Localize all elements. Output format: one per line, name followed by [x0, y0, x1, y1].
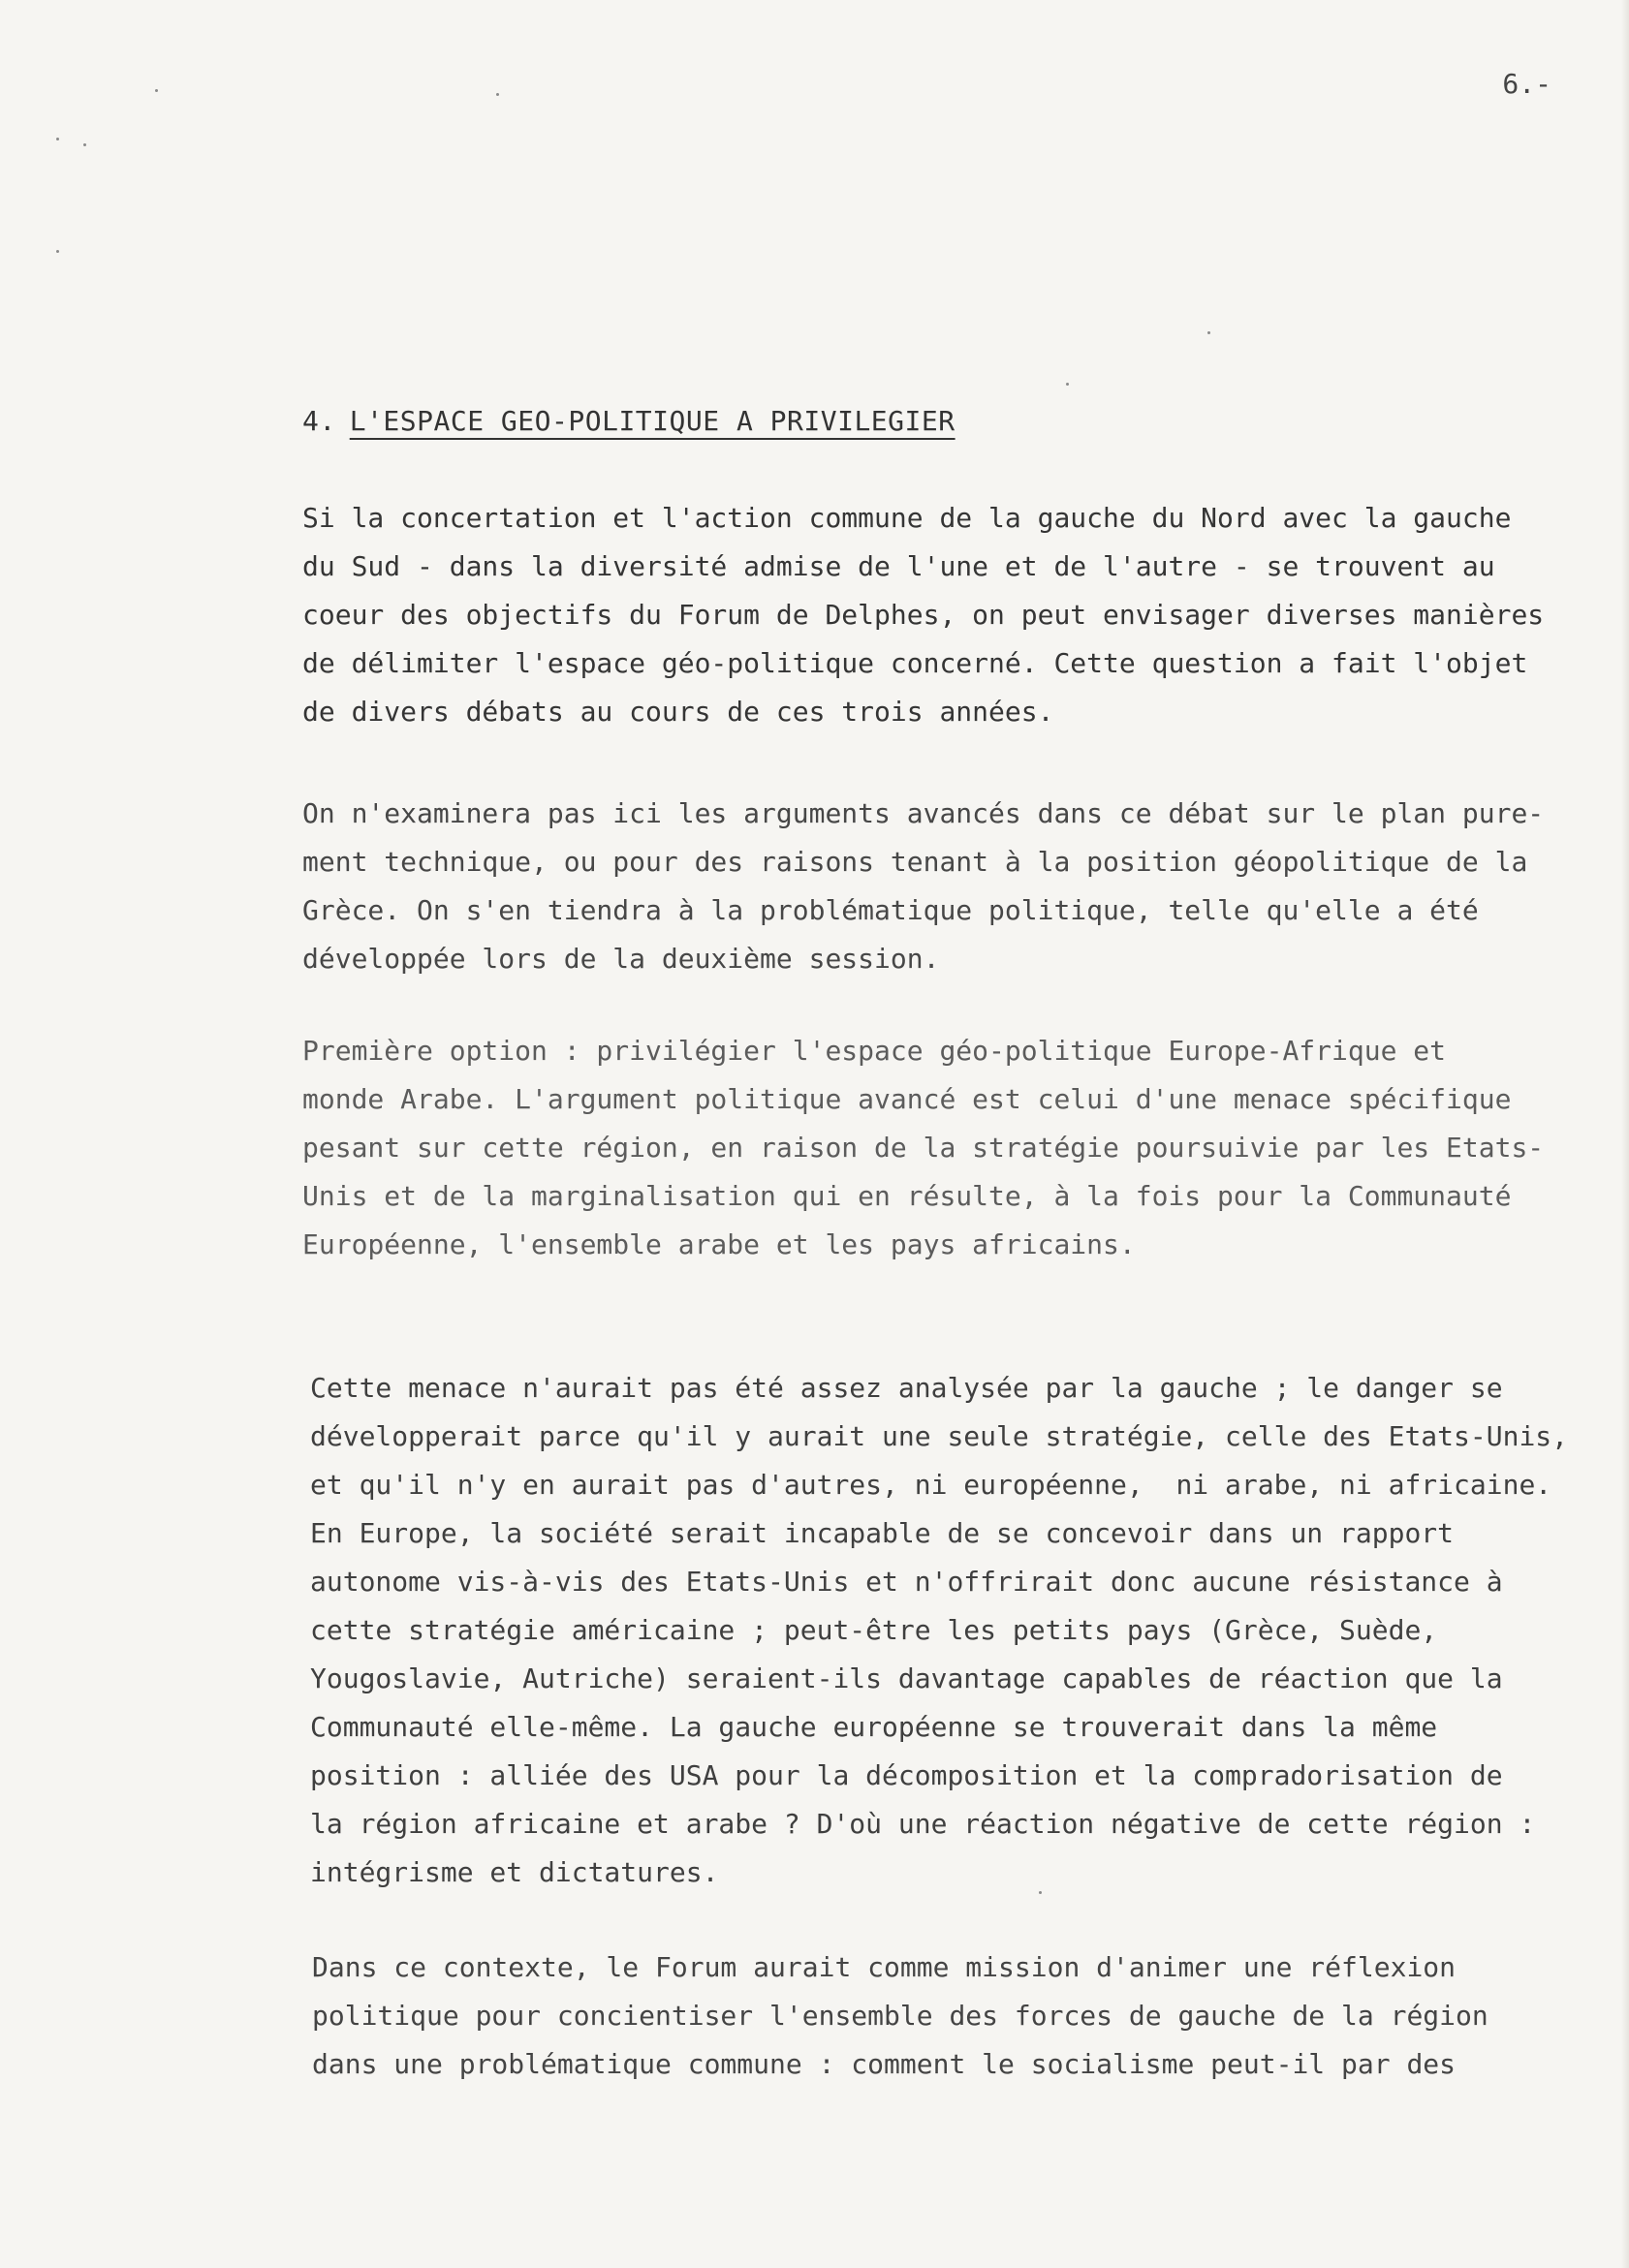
paragraph-3 — [302, 1027, 1562, 1269]
paragraph-5 — [312, 1943, 1572, 2089]
scan-speck — [1039, 1891, 1042, 1894]
text-line: Européenne, l'ensemble arabe et les pays africains. — [302, 1228, 1136, 1260]
text-line: du Sud - dans la diversité admise de l'une et de l'autre - se trouvent au — [302, 550, 1495, 582]
text-line: de divers débats au cours de ces trois années. — [302, 696, 1054, 728]
scan-speck — [83, 143, 86, 146]
scan-speck — [496, 93, 499, 96]
scan-speck — [56, 250, 59, 253]
text-line: ment technique, ou pour des raisons tenant à la position géopolitique de la — [302, 846, 1528, 878]
text-line: développerait parce qu'il y aurait une seule stratégie, celle des Etats-Unis, — [310, 1420, 1569, 1452]
text-line: position : alliée des USA pour la décomposition et la compradorisation de — [310, 1759, 1503, 1791]
text-line: cette stratégie américaine ; peut-être les petits pays (Grèce, Suède, — [310, 1614, 1438, 1646]
section-title: L'ESPACE GEO-POLITIQUE A PRIVILEGIER — [349, 405, 955, 437]
scan-speck — [1207, 331, 1210, 334]
text-line: développée lors de la deuxième session. — [302, 943, 940, 975]
text-line: Cette menace n'aurait pas été assez analysée par la gauche ; le danger se — [310, 1372, 1503, 1404]
text-line: Première option : privilégier l'espace géo-politique Europe-Afrique et — [302, 1035, 1447, 1067]
text-line: pesant sur cette région, en raison de la stratégie poursuivie par les Etats- — [302, 1132, 1545, 1164]
page-number: 6.- — [1502, 68, 1551, 100]
text-line: Grèce. On s'en tiendra à la problématique politique, telle qu'elle a été — [302, 894, 1479, 926]
text-line: la région africaine et arabe ? D'où une réaction négative de cette région : — [310, 1808, 1536, 1840]
text-line: Unis et de la marginalisation qui en résulte, à la fois pour la Communauté — [302, 1180, 1512, 1212]
text-line: coeur des objectifs du Forum de Delphes, on peut envisager diverses manières — [302, 599, 1545, 631]
text-line: de délimiter l'espace géo-politique concerné. Cette question a fait l'objet — [302, 647, 1528, 679]
paragraph-2 — [302, 790, 1562, 983]
text-line: monde Arabe. L'argument politique avancé est celui d'une menace spécifique — [302, 1083, 1512, 1115]
section-number: 4. — [302, 405, 336, 437]
text-line: En Europe, la société serait incapable de se concevoir dans un rapport — [310, 1517, 1455, 1549]
section-heading — [302, 405, 955, 437]
paragraph-4 — [310, 1364, 1570, 1897]
text-line: et qu'il n'y en aurait pas d'autres, ni européenne, ni arabe, ni africaine. — [310, 1469, 1552, 1501]
text-line: Si la concertation et l'action commune de la gauche du Nord avec la gauche — [302, 502, 1512, 534]
text-line: dans une problématique commune : comment le socialisme peut-il par des — [312, 2048, 1457, 2080]
text-line: autonome vis-à-vis des Etats-Unis et n'offrirait donc aucune résistance à — [310, 1566, 1503, 1598]
page-edge-shadow — [1621, 0, 1629, 2268]
text-line: Communauté elle-même. La gauche européenne se trouverait dans la même — [310, 1711, 1438, 1743]
text-line: Yougoslavie, Autriche) seraient-ils davantage capables de réaction que la — [310, 1662, 1503, 1694]
paragraph-1 — [302, 494, 1562, 736]
scan-speck — [56, 138, 59, 140]
text-line: On n'examinera pas ici les arguments avancés dans ce débat sur le plan pure- — [302, 797, 1545, 829]
scan-speck — [155, 89, 158, 92]
text-line: Dans ce contexte, le Forum aurait comme mission d'animer une réflexion — [312, 1951, 1457, 1983]
text-line: intégrisme et dictatures. — [310, 1856, 719, 1888]
text-line: politique pour concientiser l'ensemble des forces de gauche de la région — [312, 2000, 1488, 2032]
scan-speck — [1066, 383, 1069, 386]
